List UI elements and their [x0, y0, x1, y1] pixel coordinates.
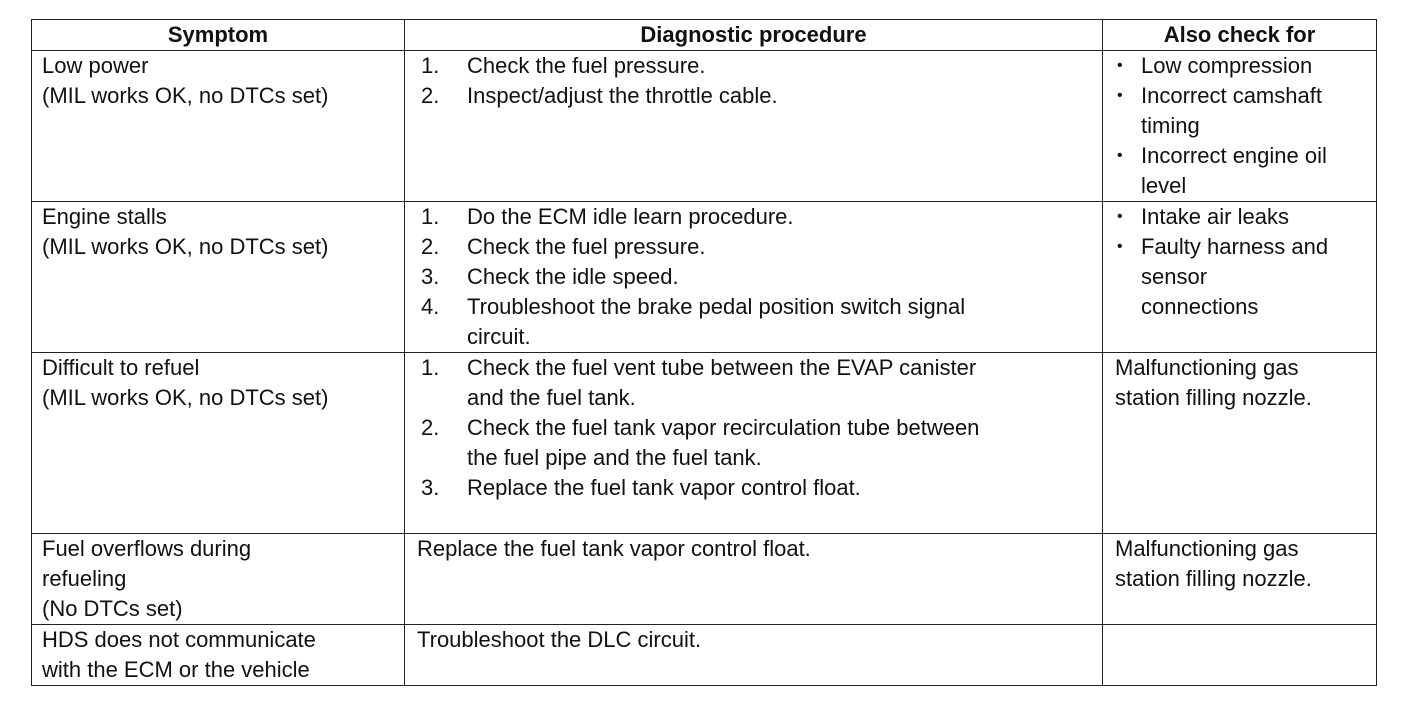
step-text: and the fuel tank. [467, 385, 636, 410]
header-procedure: Diagnostic procedure [405, 20, 1103, 51]
step-text: Check the idle speed. [467, 264, 679, 289]
symptom-title: Engine stalls [42, 204, 167, 229]
step-text: the fuel pipe and the fuel tank. [467, 445, 762, 470]
step-text: Check the fuel pressure. [467, 234, 706, 259]
also-check-cell [1103, 625, 1377, 686]
check-text: Malfunctioning gas [1115, 355, 1299, 380]
symptom-note: (MIL works OK, no DTCs set) [42, 234, 329, 259]
step-number: 3. [421, 475, 440, 500]
table-row [32, 202, 1377, 353]
table-row [32, 534, 1377, 625]
check-text: Faulty harness and [1141, 234, 1329, 259]
step-text: Troubleshoot the brake pedal position switch signal [467, 294, 966, 319]
procedure-list [405, 202, 1102, 352]
symptom-cell [32, 534, 405, 625]
check-text: connections [1141, 294, 1259, 319]
header-symptom: Symptom [32, 20, 405, 51]
procedure-cell [405, 353, 1103, 534]
check-text: station filling nozzle. [1115, 385, 1312, 410]
procedure-list [405, 353, 1102, 503]
check-text: sensor [1141, 264, 1208, 289]
check-text: Incorrect engine oil [1141, 143, 1327, 168]
procedure-step [421, 353, 1094, 413]
step-number: 4. [421, 294, 440, 319]
also-check-list [1103, 51, 1376, 201]
table-row [32, 51, 1377, 202]
check-text: level [1141, 173, 1187, 198]
procedure-step [421, 81, 1094, 111]
step-text: Do the ECM idle learn procedure. [467, 204, 794, 229]
step-text: Check the fuel tank vapor recirculation tube between [467, 415, 980, 440]
procedure-step [421, 292, 1094, 352]
procedure-cell [405, 202, 1103, 353]
procedure-cell [405, 51, 1103, 202]
procedure-step [421, 51, 1094, 81]
procedure-step [421, 473, 1094, 503]
step-text: Replace the fuel tank vapor control float. [467, 475, 861, 500]
check-item [1117, 232, 1370, 322]
procedure-text: Troubleshoot the DLC circuit. [417, 627, 702, 652]
also-check-cell [1103, 353, 1377, 534]
check-item [1117, 202, 1370, 232]
symptom-note: (MIL works OK, no DTCs set) [42, 83, 329, 108]
symptom-title: Fuel overflows during [42, 536, 252, 561]
procedure-step [421, 262, 1094, 292]
check-text: Incorrect camshaft [1141, 83, 1322, 108]
also-check-cell [1103, 534, 1377, 625]
step-number: 1. [421, 204, 440, 229]
also-check-list [1103, 202, 1376, 322]
also-check-cell [1103, 202, 1377, 353]
step-number: 2. [421, 415, 440, 440]
step-number: 2. [421, 234, 440, 259]
step-number: 3. [421, 264, 440, 289]
symptom-title: with the ECM or the vehicle [42, 657, 310, 682]
procedure-step [421, 413, 1094, 473]
table-row [32, 353, 1377, 534]
check-item [1117, 81, 1370, 141]
procedure-step [421, 232, 1094, 262]
symptom-title: HDS does not communicate [42, 627, 316, 652]
bullet-icon: • [1117, 208, 1123, 225]
symptom-note: (MIL works OK, no DTCs set) [42, 385, 329, 410]
also-check-cell [1103, 51, 1377, 202]
check-text: Malfunctioning gas [1115, 536, 1299, 561]
table-row [32, 625, 1377, 686]
header-also-check: Also check for [1103, 20, 1377, 51]
check-text: station filling nozzle. [1115, 566, 1312, 591]
check-item [1117, 51, 1370, 81]
step-text: Check the fuel vent tube between the EVAP canister [467, 355, 977, 380]
symptom-cell [32, 625, 405, 686]
bullet-icon: • [1117, 57, 1123, 74]
procedure-cell [405, 625, 1103, 686]
symptom-title: refueling [42, 566, 127, 591]
step-number: 1. [421, 355, 440, 380]
check-item [1117, 141, 1370, 201]
step-text: Check the fuel pressure. [467, 53, 706, 78]
check-text: Intake air leaks [1141, 204, 1289, 229]
symptom-title: Low power [42, 53, 149, 78]
step-text: Inspect/adjust the throttle cable. [467, 83, 778, 108]
symptom-cell [32, 353, 405, 534]
bullet-icon: • [1117, 87, 1123, 104]
symptom-title: Difficult to refuel [42, 355, 200, 380]
step-text: circuit. [467, 324, 531, 349]
bullet-icon: • [1117, 147, 1123, 164]
procedure-text: Replace the fuel tank vapor control float. [417, 536, 811, 561]
step-number: 2. [421, 83, 440, 108]
procedure-list [405, 51, 1102, 111]
procedure-cell [405, 534, 1103, 625]
check-text: timing [1141, 113, 1200, 138]
symptom-note: (No DTCs set) [42, 596, 183, 621]
check-text: Low compression [1141, 53, 1313, 78]
procedure-step [421, 202, 1094, 232]
header-row [32, 20, 1377, 51]
diagnostic-table [31, 19, 1377, 686]
step-number: 1. [421, 53, 440, 78]
symptom-cell [32, 51, 405, 202]
symptom-cell [32, 202, 405, 353]
bullet-icon: • [1117, 238, 1123, 255]
